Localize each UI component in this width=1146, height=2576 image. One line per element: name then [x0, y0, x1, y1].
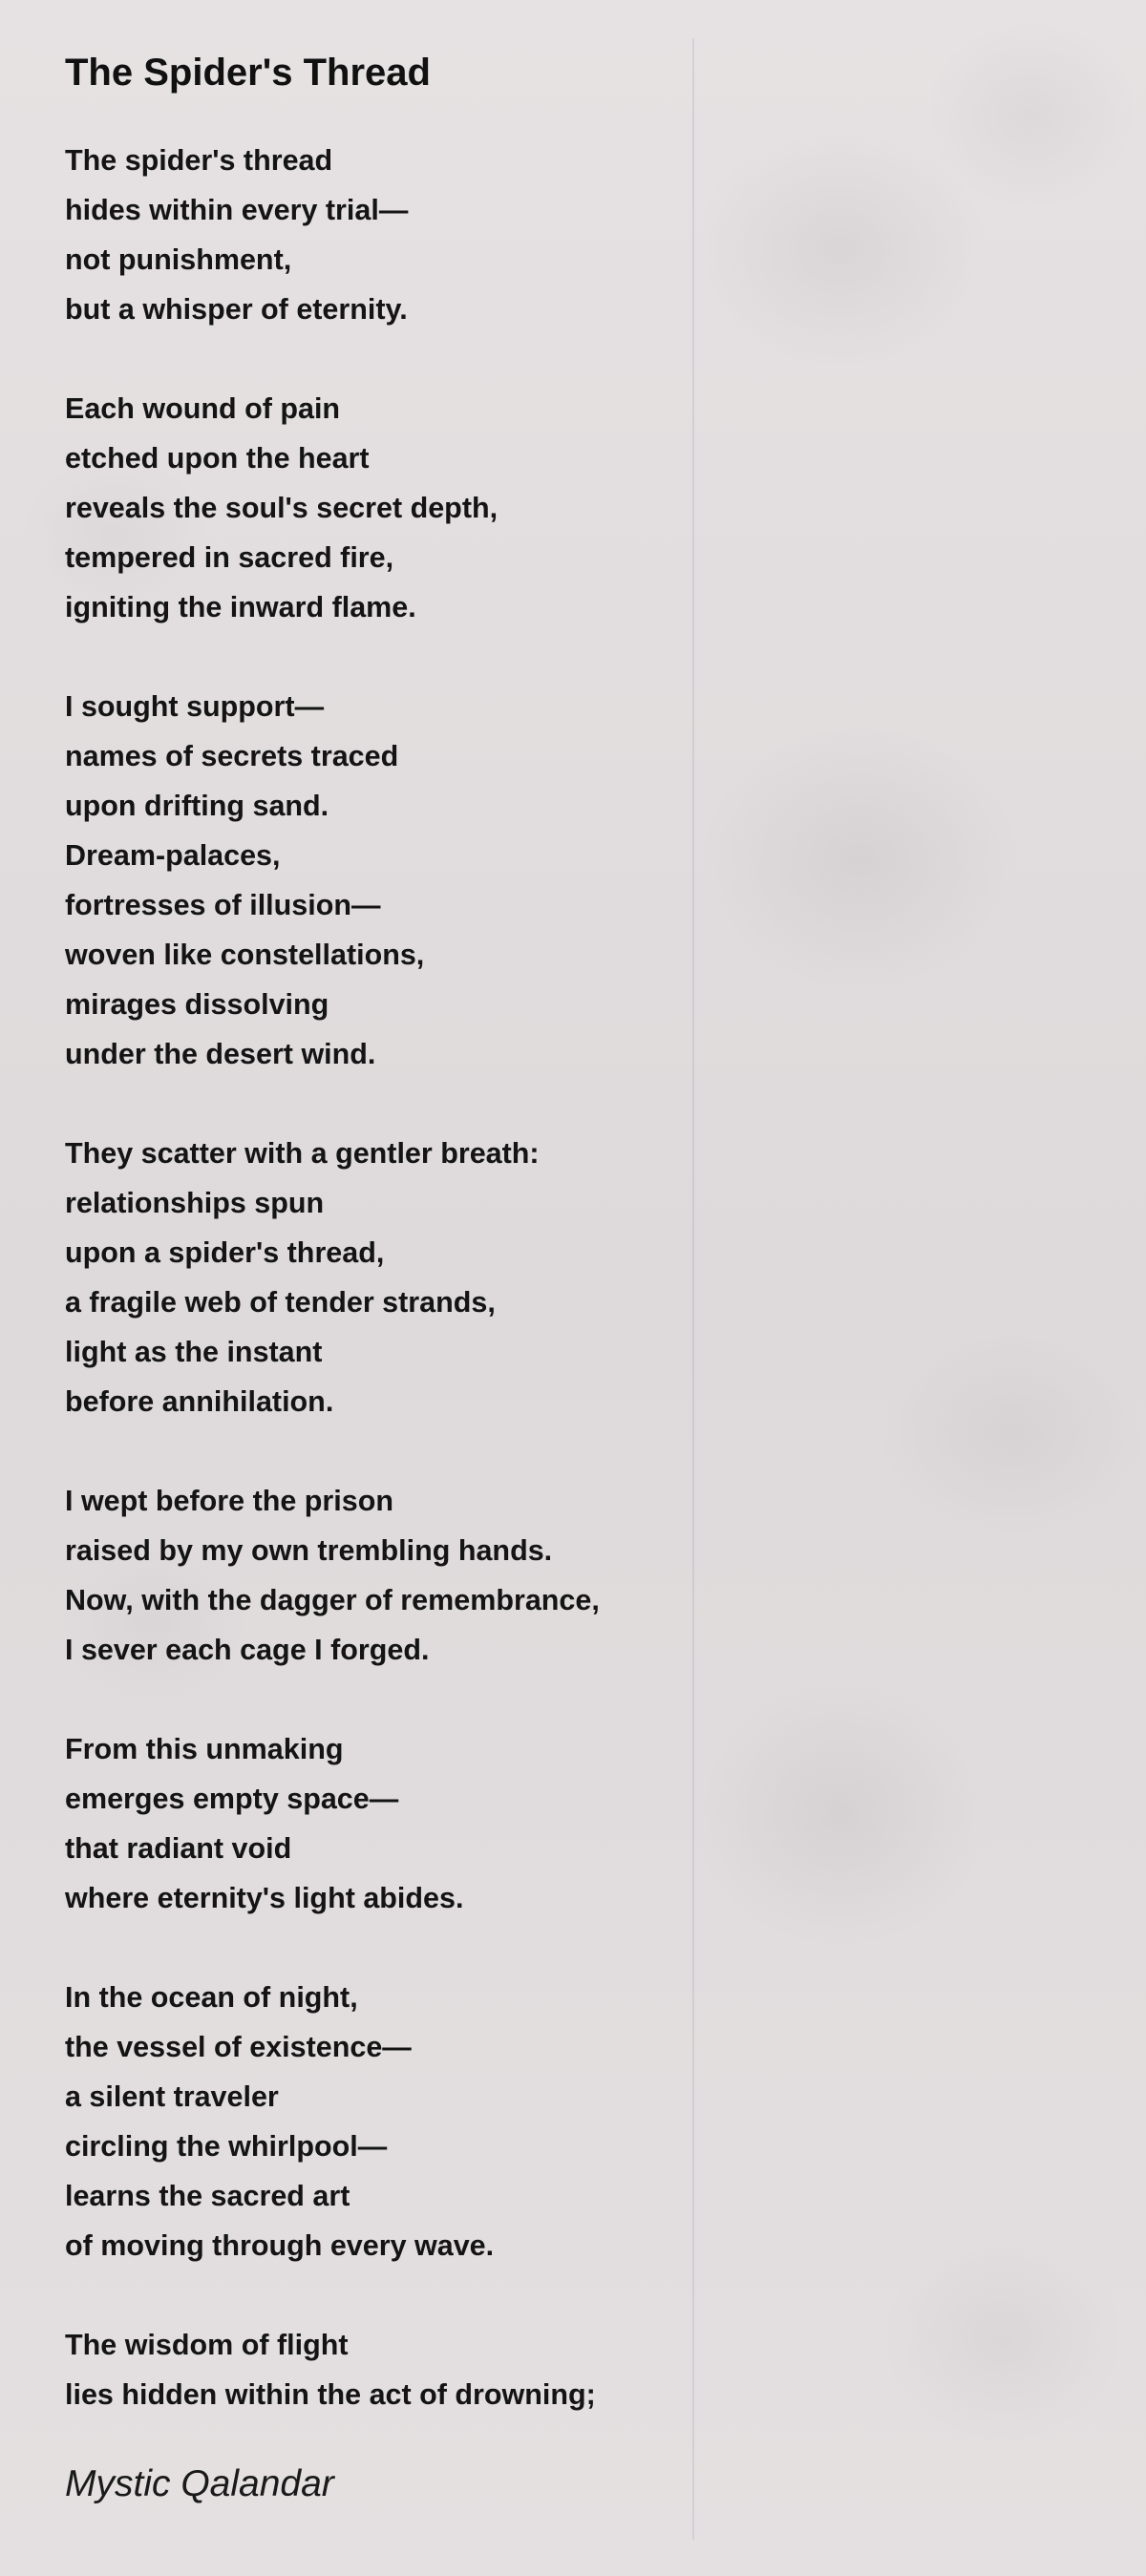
poem-line: woven like constellations,	[65, 939, 425, 971]
stanza-5	[65, 1476, 1096, 1675]
poem-line: Now, with the dagger of remembrance,	[65, 1584, 600, 1616]
poem-author: Mystic Qalandar	[65, 2463, 334, 2504]
poem-line: a silent traveler	[65, 2080, 279, 2113]
stanza-8	[65, 2320, 1096, 2419]
poem-title: The Spider's Thread	[65, 52, 431, 94]
stanza-2	[65, 384, 1096, 632]
poem-line: I sought support—	[65, 690, 325, 723]
poem-line: fortresses of illusion—	[65, 889, 381, 921]
poem-line: I wept before the prison	[65, 1485, 394, 1517]
poem-line: igniting the inward flame.	[65, 591, 416, 623]
poem-line: They scatter with a gentler breath:	[65, 1137, 540, 1170]
poem-line: In the ocean of night,	[65, 1981, 358, 2014]
poem-line: The wisdom of flight	[65, 2329, 349, 2361]
poem-line: emerges empty space—	[65, 1783, 399, 1815]
stanza-7	[65, 1973, 1096, 2270]
poem-line: learns the sacred art	[65, 2180, 350, 2212]
stanza-1	[65, 136, 1096, 334]
poem-line: lies hidden within the act of drowning;	[65, 2378, 596, 2411]
poem-line: names of secrets traced	[65, 740, 399, 772]
poem-line: not punishment,	[65, 243, 292, 276]
poem-line: reveals the soul's secret depth,	[65, 492, 499, 524]
stanza-3	[65, 682, 1096, 1079]
poem-line: Dream-palaces,	[65, 839, 281, 872]
stanza-6	[65, 1724, 1096, 1923]
poem-line: etched upon the heart	[65, 442, 370, 475]
poem-line: the vessel of existence—	[65, 2031, 412, 2063]
poem-page	[65, 38, 1096, 2505]
poem-line: Each wound of pain	[65, 392, 341, 425]
poem-line: relationships spun	[65, 1187, 325, 1219]
poem-line: of moving through every wave.	[65, 2229, 495, 2262]
poem-line: before annihilation.	[65, 1385, 334, 1418]
poem-line: circling the whirlpool—	[65, 2130, 388, 2163]
poem-line: light as the instant	[65, 1336, 323, 1368]
poem-line: From this unmaking	[65, 1733, 344, 1765]
stanza-4	[65, 1129, 1096, 1426]
poem-line: raised by my own trembling hands.	[65, 1534, 553, 1567]
poem-line: hides within every trial—	[65, 194, 409, 226]
poem-line: tempered in sacred fire,	[65, 541, 394, 574]
poem-line: The spider's thread	[65, 144, 333, 177]
poem-line: under the desert wind.	[65, 1038, 376, 1070]
poem-line: mirages dissolving	[65, 988, 329, 1021]
poem-line: I sever each cage I forged.	[65, 1634, 430, 1666]
poem-line: but a whisper of eternity.	[65, 293, 408, 326]
poem-line: a fragile web of tender strands,	[65, 1286, 496, 1319]
poem-line: that radiant void	[65, 1832, 292, 1865]
poem-line: where eternity's light abides.	[65, 1882, 464, 1914]
poem-line: upon drifting sand.	[65, 790, 329, 822]
poem-line: upon a spider's thread,	[65, 1236, 385, 1269]
